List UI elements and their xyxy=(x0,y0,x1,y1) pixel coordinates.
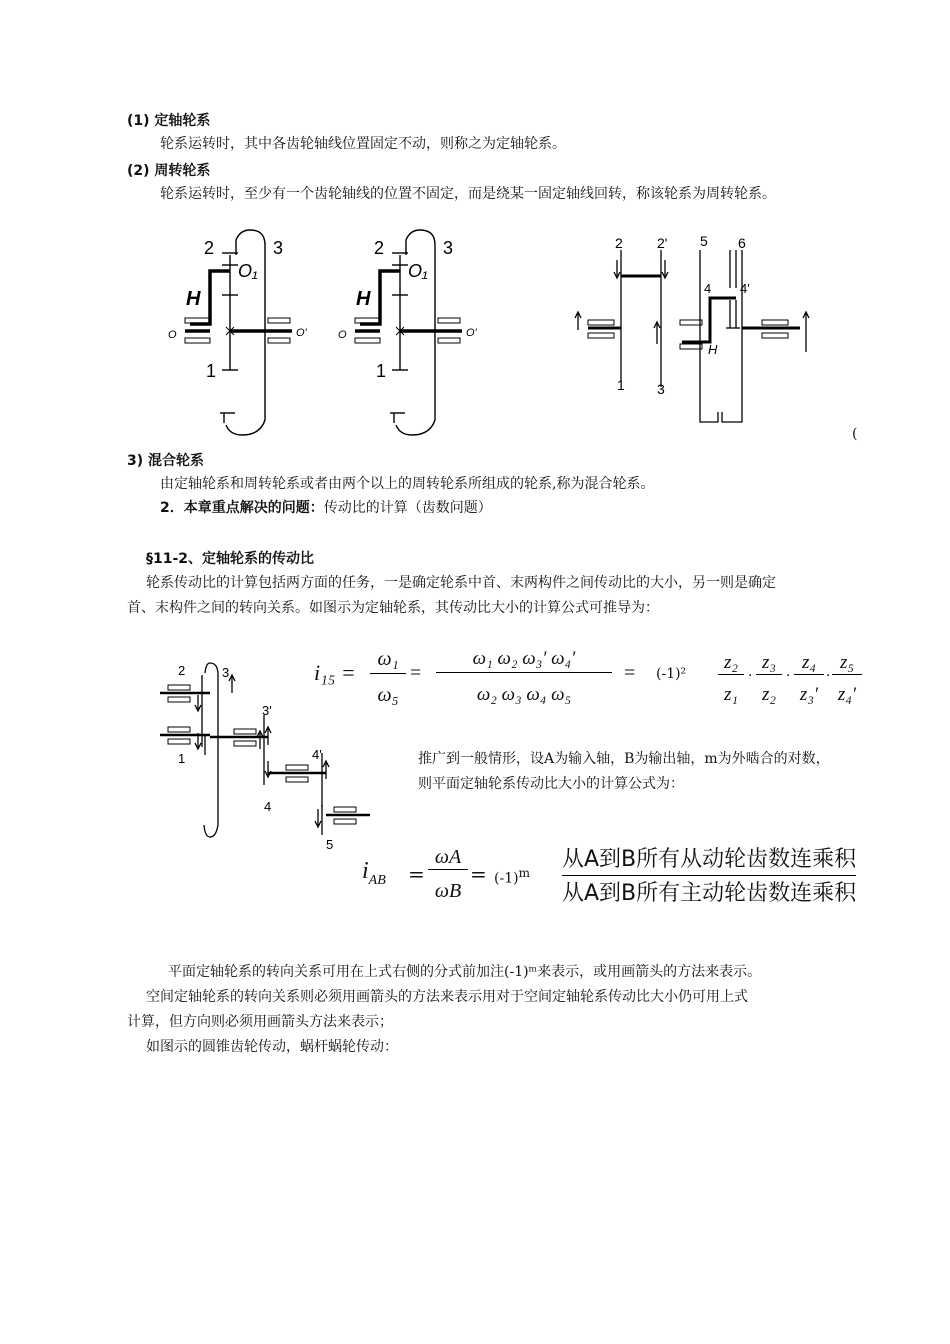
heading-epicyclic: (2) 周转轮系 xyxy=(127,163,211,179)
formula2-sign-base: (-1) xyxy=(494,870,519,887)
label-gear-1: 1 xyxy=(376,361,387,381)
formula2-num: ωA xyxy=(428,846,468,870)
text-11-2-line2: 首、末构件之间的转向关系。如图示为定轴轮系，其传动比大小的计算公式可推导为： xyxy=(127,600,659,616)
label-o-prime: O' xyxy=(296,327,307,339)
label-gear-2p: 2' xyxy=(657,235,668,251)
formula1-sign: (-1)² xyxy=(656,666,687,682)
formula1-dot: · xyxy=(786,668,791,684)
formula1-dot: · xyxy=(826,668,831,684)
heading-fixed-axis: (1) 定轴轮系 xyxy=(127,113,211,129)
label-carrier-h: H xyxy=(708,342,718,357)
label-o-prime: O' xyxy=(466,327,477,339)
label-gear-3p: 3' xyxy=(262,703,272,718)
text-general-line2: 则平面定轴轮系传动比大小的计算公式为： xyxy=(418,776,684,792)
label-gear-1: 1 xyxy=(206,361,217,381)
key-problem xyxy=(160,498,492,518)
label-gear-1: 1 xyxy=(617,377,625,393)
label-gear-3: 3 xyxy=(443,238,454,258)
label-o: O xyxy=(168,329,177,341)
label-gear-4p: 4' xyxy=(740,281,750,296)
label-gear-4: 4 xyxy=(704,281,712,296)
formula1-num2: ω₁ ω₂ ω₃′ ω₄′ xyxy=(436,648,612,673)
label-gear-2: 2 xyxy=(178,663,186,678)
formula1-den1: ω₅ xyxy=(377,684,399,706)
text-closing-line1: 平面定轴轮系的转向关系可用在上式右侧的分式前加注(-1)ᵐ来表示，或用画箭头的方法来表示。 xyxy=(168,964,762,980)
label-gear-5: 5 xyxy=(700,233,708,249)
label-o1: O₁ xyxy=(238,261,258,281)
formula1-dot: · xyxy=(748,668,753,684)
text-epicyclic-def: 轮系运转时，至少有一个齿轮轴线的位置不固定，而是绕某一固定轴线回转，称该轮系为周转轮系。 xyxy=(160,186,776,202)
heading-mixed: 3) 混合轮系 xyxy=(127,453,205,469)
label-gear-1: 1 xyxy=(178,751,186,766)
epicyclic-diagram-c xyxy=(570,232,820,432)
text-closing-line2: 空间定轴轮系的转向关系则必须用画箭头的方法来表示用对于空间定轴轮系传动比大小仍可用上式 xyxy=(146,989,748,1005)
formula2-lhs-sub: AB xyxy=(368,872,386,888)
formula2-lhs xyxy=(362,858,386,889)
label-gear-3: 3 xyxy=(273,238,284,258)
formula1-frac-num: z₃ xyxy=(756,652,782,675)
label-carrier-h: H xyxy=(356,288,371,310)
formula2-eq: = xyxy=(408,862,425,886)
key-problem-label: 2．本章重点解决的问题： xyxy=(160,500,324,516)
label-gear-4: 4 xyxy=(264,799,272,814)
label-carrier-h: H xyxy=(186,288,201,310)
formula1-den2: ω₂ ω₃ ω₄ ω₅ xyxy=(476,684,572,705)
text-closing-line3: 计算，但方向则必须用画箭头方法来表示； xyxy=(127,1014,393,1030)
label-gear-5: 5 xyxy=(326,837,334,850)
epicyclic-diagram-b xyxy=(330,225,490,440)
formula2-sign-exp: m xyxy=(518,866,530,880)
heading-11-2: §11-2、定轴轮系的传动比 xyxy=(146,551,315,567)
formula1-eq2: = xyxy=(624,662,636,684)
text-11-2-line1: 轮系传动比的计算包括两方面的任务，一是确定轮系中首、末两构件之间传动比的大小，另一则是确定 xyxy=(146,575,776,591)
label-gear-2: 2 xyxy=(204,238,215,258)
formula1-frac-num: z₂ xyxy=(718,652,744,675)
formula2-eq2: = xyxy=(470,862,487,886)
formula2-den: ωB xyxy=(434,880,462,902)
text-mixed-def: 由定轴轮系和周转轮系或者由两个以上的周转轮系所组成的轮系,称为混合轮系。 xyxy=(160,476,655,492)
formula1-frac-num: z₅ xyxy=(832,652,862,675)
formula2-text-num: 从A到B所有从动轮齿数连乘积 xyxy=(562,842,856,876)
label-gear-6: 6 xyxy=(738,235,746,251)
stray-paren: ( xyxy=(852,426,858,442)
label-gear-2: 2 xyxy=(374,238,385,258)
label-gear-4p: 4' xyxy=(312,747,322,762)
formula2-sign xyxy=(494,866,530,887)
label-o: O xyxy=(338,329,347,341)
text-closing-line4: 如图示的圆锥齿轮传动，蜗杆蜗轮传动： xyxy=(146,1039,398,1055)
formula1-frac-den: z₁ xyxy=(724,684,738,705)
formula1-frac-den: z₂ xyxy=(762,684,776,705)
formula1-frac-den: z₄′ xyxy=(837,684,857,705)
epicyclic-diagram-a xyxy=(160,225,320,440)
key-problem-text: 传动比的计算（齿数问题） xyxy=(323,500,492,516)
formula1-eq1: = xyxy=(410,662,422,684)
formula1-num1: ω₁ xyxy=(370,648,406,674)
formula1-frac-den: z₃′ xyxy=(799,684,819,705)
formula2-lhs-i: i xyxy=(362,858,369,884)
formula1-lhs: i₁₅ = xyxy=(314,660,356,685)
formula1-frac-num: z₄ xyxy=(794,652,824,675)
text-fixed-axis-def: 轮系运转时，其中各齿轮轴线位置固定不动，则称之为定轴轮系。 xyxy=(160,136,566,152)
text-general-line1: 推广到一般情形，设A为输入轴，B为输出轴，m为外啮合的对数， xyxy=(418,751,830,767)
label-gear-3: 3 xyxy=(657,381,665,397)
label-o1: O₁ xyxy=(408,261,428,281)
formula2-text-den: 从A到B所有主动轮齿数连乘积 xyxy=(562,881,857,906)
label-gear-3: 3 xyxy=(222,665,230,680)
label-gear-2: 2 xyxy=(615,235,623,251)
